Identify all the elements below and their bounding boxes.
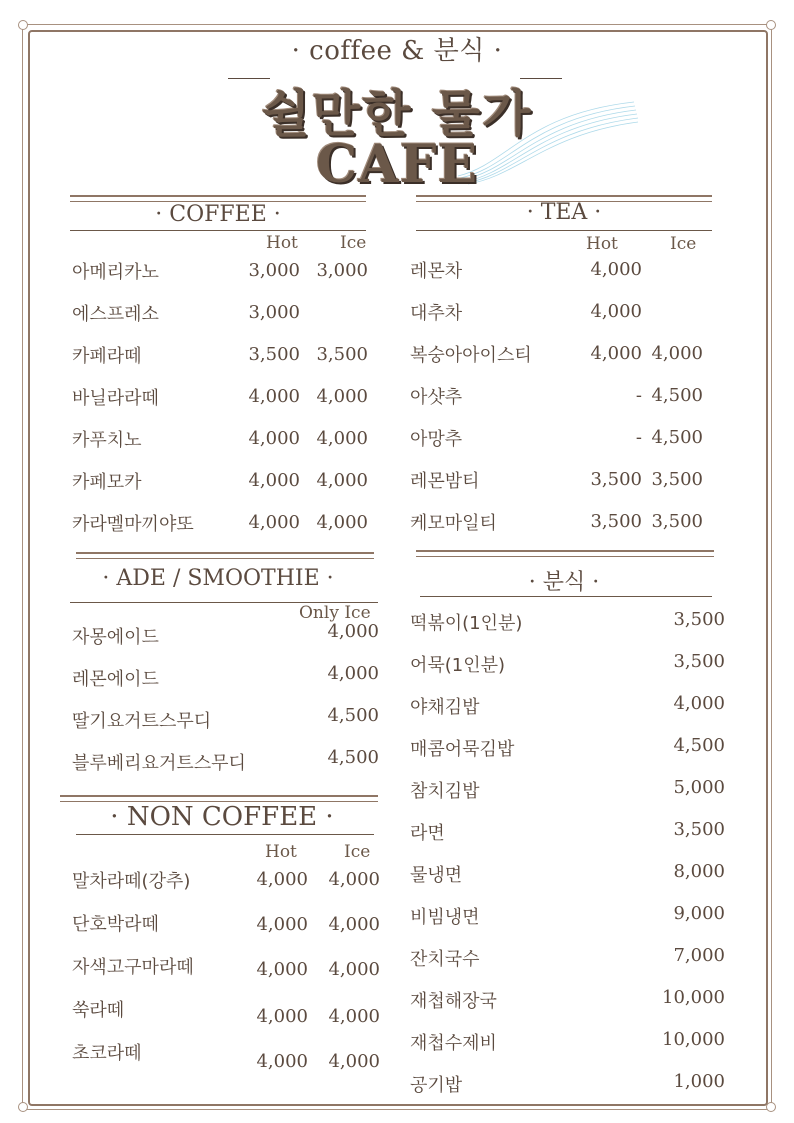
- noncoffee-title: · NON COFFEE ·: [110, 802, 334, 832]
- ice-price: 4,500: [651, 427, 703, 448]
- item-price: 4,500: [327, 747, 379, 768]
- ice-price: 4,000: [328, 1006, 380, 1027]
- section-underline: [420, 596, 712, 597]
- hot-price: 4,000: [590, 259, 642, 280]
- hot-price: -: [635, 427, 642, 448]
- ice-price: 3,500: [316, 344, 368, 365]
- corner-ornament: [766, 1102, 776, 1112]
- menu-item-name: 비빔냉면: [410, 907, 480, 928]
- menu-item-name: 카페라떼: [72, 346, 142, 367]
- hot-price: 3,500: [248, 344, 300, 365]
- hot-price: 4,000: [248, 428, 300, 449]
- hot-price: 4,000: [590, 301, 642, 322]
- menu-item-name: 카푸치노: [72, 430, 142, 451]
- item-price: 10,000: [662, 1029, 725, 1050]
- hot-price: 4,000: [256, 914, 308, 935]
- menu-item-name: 라면: [410, 823, 445, 844]
- coffee-ice-header: Ice: [340, 233, 367, 253]
- ice-price: 4,000: [316, 512, 368, 533]
- cafe-title: 쉴만한 물가: [261, 84, 533, 143]
- item-price: 4,000: [673, 693, 725, 714]
- hot-price: -: [635, 385, 642, 406]
- cafe-subtitle: · coffee & 분식 ·: [291, 36, 503, 66]
- hot-price: 4,000: [256, 869, 308, 890]
- noncoffee-hot-header: Hot: [265, 842, 297, 862]
- ice-price: 4,000: [316, 428, 368, 449]
- item-price: 4,000: [327, 621, 379, 642]
- section-divider: [416, 550, 714, 557]
- menu-item-name: 블루베리요거트스무디: [72, 753, 246, 774]
- section-divider: [76, 552, 374, 559]
- ade-title: · ADE / SMOOTHIE ·: [102, 566, 334, 591]
- menu-item-name: 단호박라떼: [72, 914, 159, 935]
- coffee-title: · COFFEE ·: [155, 202, 281, 227]
- menu-item-name: 대추차: [410, 303, 463, 324]
- ice-price: 4,000: [328, 914, 380, 935]
- hot-price: 4,000: [248, 470, 300, 491]
- menu-item-name: 쑥라떼: [72, 1000, 125, 1021]
- item-price: 3,500: [673, 609, 725, 630]
- menu-item-name: 레몬밤티: [410, 471, 480, 492]
- hot-price: 4,000: [248, 512, 300, 533]
- hot-price: 3,000: [248, 302, 300, 323]
- menu-item-name: 공기밥: [410, 1075, 463, 1096]
- hot-price: 3,500: [590, 469, 642, 490]
- menu-item-name: 바닐라라떼: [72, 388, 159, 409]
- corner-ornament: [766, 20, 776, 30]
- section-underline: [76, 834, 374, 835]
- item-price: 3,500: [673, 819, 725, 840]
- menu-item-name: 물냉면: [410, 865, 463, 886]
- noncoffee-ice-header: Ice: [344, 842, 371, 862]
- menu-item-name: 에스프레소: [72, 304, 159, 325]
- item-price: 7,000: [673, 945, 725, 966]
- menu-item-name: 야채김밥: [410, 697, 480, 718]
- menu-item-name: 초코라떼: [72, 1043, 142, 1064]
- menu-item-name: 어묵(1인분): [410, 655, 506, 676]
- menu-item-name: 카라멜마끼야또: [72, 514, 194, 535]
- tea-hot-header: Hot: [586, 234, 618, 254]
- ice-price: 4,000: [316, 386, 368, 407]
- item-price: 4,500: [673, 735, 725, 756]
- ice-price: 4,500: [651, 385, 703, 406]
- hot-price: 4,000: [590, 343, 642, 364]
- only-ice-header: Only Ice: [299, 603, 371, 623]
- bunsik-title: · 분식 ·: [528, 570, 600, 595]
- item-price: 4,000: [327, 663, 379, 684]
- ice-price: 4,000: [316, 470, 368, 491]
- section-divider: [70, 195, 366, 202]
- item-price: 10,000: [662, 987, 725, 1008]
- coffee-hot-header: Hot: [266, 233, 298, 253]
- hot-price: 3,000: [248, 260, 300, 281]
- ice-price: 4,000: [328, 869, 380, 890]
- ice-price: 4,000: [328, 959, 380, 980]
- hot-price: 4,000: [256, 959, 308, 980]
- menu-item-name: 케모마일티: [410, 513, 497, 534]
- hot-price: 3,500: [590, 511, 642, 532]
- menu-item-name: 카페모카: [72, 472, 142, 493]
- item-price: 8,000: [673, 861, 725, 882]
- cafe-logo-text: CAFE: [315, 134, 479, 195]
- corner-ornament: [18, 1102, 28, 1112]
- hot-price: 4,000: [248, 386, 300, 407]
- ice-price: 4,000: [651, 343, 703, 364]
- menu-item-name: 떡볶이(1인분): [410, 613, 523, 634]
- menu-item-name: 아메리카노: [72, 262, 159, 283]
- menu-item-name: 매콤어묵김밥: [410, 739, 515, 760]
- item-price: 9,000: [673, 903, 725, 924]
- menu-item-name: 말차라떼(강추): [72, 871, 191, 892]
- menu-item-name: 잔치국수: [410, 949, 480, 970]
- item-price: 3,500: [673, 651, 725, 672]
- ice-price: 3,000: [316, 260, 368, 281]
- ice-price: 3,500: [651, 511, 703, 532]
- menu-item-name: 자몽에이드: [72, 627, 159, 648]
- ice-price: 3,500: [651, 469, 703, 490]
- hot-price: 4,000: [256, 1006, 308, 1027]
- menu-item-name: 재첩수제비: [410, 1033, 497, 1054]
- item-price: 5,000: [673, 777, 725, 798]
- tea-title: · TEA ·: [526, 200, 602, 225]
- menu-item-name: 레몬에이드: [72, 669, 159, 690]
- tea-ice-header: Ice: [670, 234, 697, 254]
- menu-item-name: 자색고구마라떼: [72, 957, 194, 978]
- corner-ornament: [18, 20, 28, 30]
- menu-item-name: 복숭아아이스티: [410, 345, 532, 366]
- menu-item-name: 딸기요거트스무디: [72, 711, 212, 732]
- section-underline: [70, 230, 366, 231]
- menu-item-name: 레몬차: [410, 261, 463, 282]
- section-underline: [416, 230, 712, 231]
- item-price: 4,500: [327, 705, 379, 726]
- hot-price: 4,000: [256, 1051, 308, 1072]
- menu-item-name: 아망추: [410, 429, 463, 450]
- ice-price: 4,000: [328, 1051, 380, 1072]
- section-divider: [60, 795, 378, 802]
- menu-item-name: 참치김밥: [410, 781, 480, 802]
- item-price: 1,000: [673, 1071, 725, 1092]
- menu-item-name: 재첩해장국: [410, 991, 497, 1012]
- menu-item-name: 아샷추: [410, 387, 463, 408]
